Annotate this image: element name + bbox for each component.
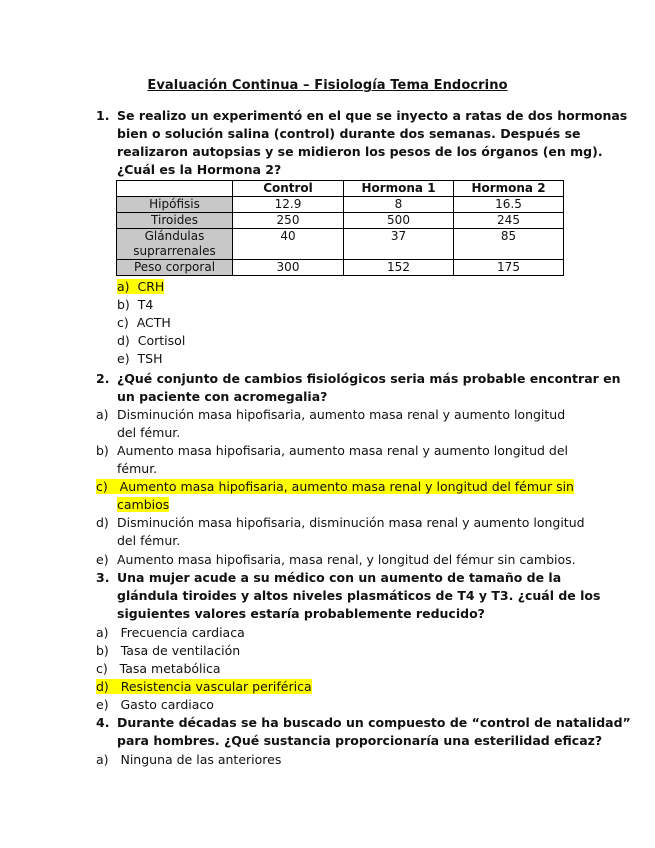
table-cell: 300 <box>233 260 344 276</box>
question-1-line: ¿Cuál es la Hormona 2? <box>117 162 282 177</box>
option-text: Tasa de ventilación <box>120 643 241 658</box>
option-letter: d) <box>96 679 109 694</box>
option-text: CRH <box>137 279 165 294</box>
table-header-row <box>117 181 564 197</box>
option-letter: a) <box>117 279 130 294</box>
option-letter: e) <box>117 351 130 366</box>
option-text: T4 <box>137 297 154 312</box>
row-label: Peso corporal <box>117 260 233 276</box>
option-text: Disminución masa hipofisaria, aumento masa renal y aumento longitud <box>117 407 566 422</box>
table-cell: 250 <box>233 213 344 229</box>
row-label: Glándulas suprarrenales <box>117 229 233 260</box>
option-letter: a) <box>96 752 109 767</box>
option-letter: b) <box>96 443 109 458</box>
table-header-cell: Hormona 1 <box>344 181 454 197</box>
option-text: Aumento masa hipofisaria, aumento masa renal y longitud del fémur sin <box>119 479 574 494</box>
option-letter: d) <box>96 515 109 530</box>
table-cell: 37 <box>344 229 454 260</box>
option-text: Ninguna de las anteriores <box>120 752 282 767</box>
table-cell: 175 <box>454 260 564 276</box>
table-cell: 85 <box>454 229 564 260</box>
option-text: cambios <box>117 497 170 512</box>
option-text: Aumento masa hipofisaria, aumento masa renal y aumento longitud del <box>117 443 569 458</box>
answer-option-selected-continued <box>117 497 169 512</box>
table-header-cell: Control <box>233 181 344 197</box>
option-text: Cortisol <box>137 333 186 348</box>
option-text: del fémur. <box>117 425 181 440</box>
option-letter: b) <box>96 643 109 658</box>
question-1-line: Se realizo un experimentó en el que se inyecto a ratas de dos hormonas <box>117 108 628 123</box>
option-letter: a) <box>96 407 109 422</box>
question-4-line: Durante décadas se ha buscado un compuesto de “control de natalidad” <box>117 715 631 730</box>
question-1-number: 1. <box>96 108 110 123</box>
answer-option-selected <box>96 679 312 694</box>
table-cell: 500 <box>344 213 454 229</box>
answer-option-selected <box>96 479 574 494</box>
option-letter: d) <box>117 333 130 348</box>
question-3-line: siguientes valores estaría probablemente reducido? <box>117 606 485 621</box>
answer-option <box>96 625 245 640</box>
option-text: Aumento masa hipofisaria, masa renal, y longitud del fémur sin cambios. <box>117 552 576 567</box>
row-label: Tiroides <box>117 213 233 229</box>
question-4-line: para hombres. ¿Qué sustancia proporcionaría una esterilidad eficaz? <box>117 733 603 748</box>
option-letter: c) <box>96 479 108 494</box>
option-letter: a) <box>96 625 109 640</box>
question-3-number: 3. <box>96 570 110 585</box>
table-row <box>117 260 564 276</box>
option-text: Disminución masa hipofisaria, disminución masa renal y aumento longitud <box>117 515 585 530</box>
question-2-line: un paciente con acromegalia? <box>117 389 328 404</box>
table-cell: 245 <box>454 213 564 229</box>
option-text: fémur. <box>117 461 158 476</box>
option-letter: b) <box>117 297 130 312</box>
option-letter: e) <box>96 552 109 567</box>
question-3-line: Una mujer acude a su médico con un aumento de tamaño de la <box>117 570 562 585</box>
answer-option <box>96 697 214 712</box>
table-header-cell: Hormona 2 <box>454 181 564 197</box>
hormone-weights-table <box>116 180 564 276</box>
answer-option <box>96 752 281 767</box>
table-cell: 152 <box>344 260 454 276</box>
option-letter: c) <box>96 661 108 676</box>
option-letter: e) <box>96 697 109 712</box>
answer-option <box>96 643 240 658</box>
option-text: Gasto cardiaco <box>120 697 214 712</box>
answer-option <box>117 351 163 366</box>
document-title: Evaluación Continua – Fisiología Tema Endocrino <box>147 78 508 93</box>
answer-option <box>117 333 185 348</box>
answer-option-selected <box>117 279 164 294</box>
option-text: TSH <box>137 351 163 366</box>
table-cell: 16.5 <box>454 197 564 213</box>
table-header-cell <box>117 181 233 197</box>
option-text: Resistencia vascular periférica <box>120 679 312 694</box>
option-text: Frecuencia cardiaca <box>120 625 245 640</box>
option-text: del fémur. <box>117 533 181 548</box>
option-text: ACTH <box>136 315 171 330</box>
table-cell: 8 <box>344 197 454 213</box>
answer-option <box>117 297 153 312</box>
question-1-line: bien o solución salina (control) durante dos semanas. Después se <box>117 126 581 141</box>
row-label: Hipófisis <box>117 197 233 213</box>
question-1-line: realizaron autopsias y se midieron los pesos de los órganos (en mg). <box>117 144 603 159</box>
table-cell: 40 <box>233 229 344 260</box>
question-4-number: 4. <box>96 715 110 730</box>
table-cell: 12.9 <box>233 197 344 213</box>
answer-option <box>96 661 221 676</box>
table-row <box>117 229 564 260</box>
option-letter: c) <box>117 315 129 330</box>
option-text: Tasa metabólica <box>119 661 221 676</box>
question-2-line: ¿Qué conjunto de cambios fisiológicos seria más probable encontrar en <box>117 371 621 386</box>
question-2-number: 2. <box>96 371 110 386</box>
question-3-line: glándula tiroides y altos niveles plasmáticos de T4 y T3. ¿cuál de los <box>117 588 601 603</box>
table-row <box>117 197 564 213</box>
table-row <box>117 213 564 229</box>
answer-option <box>117 315 171 330</box>
